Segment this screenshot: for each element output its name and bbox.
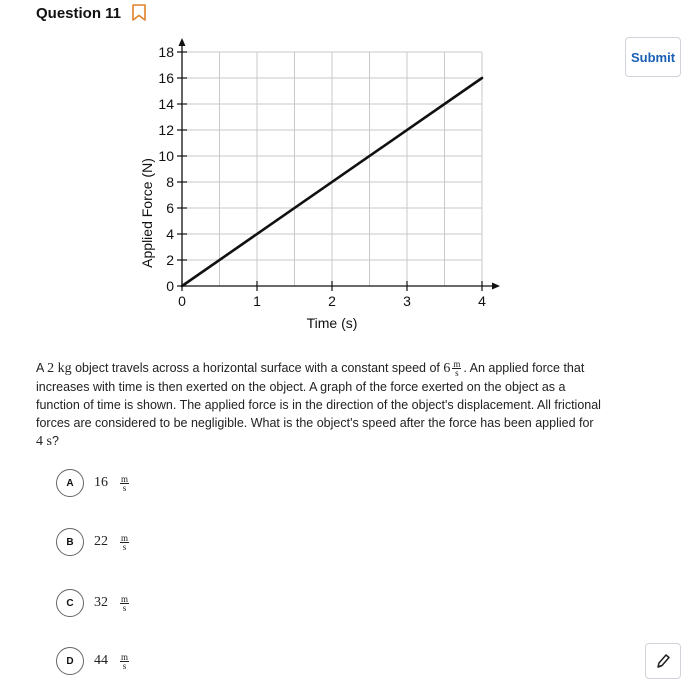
choice-a-value: 16 [94, 475, 108, 490]
question-part-4: ? [51, 434, 59, 448]
bookmark-icon[interactable] [131, 4, 147, 22]
question-part-2: object travels across a horizontal surface with a constant speed of [71, 361, 444, 375]
y-tick-label: 0 [166, 278, 174, 294]
choice-a-unit [120, 475, 129, 492]
force-time-chart [120, 36, 510, 336]
x-axis-label: Time (s) [306, 315, 358, 331]
y-axis-label: Applied Force (N) [139, 158, 155, 268]
mass-value: 2 kg [47, 361, 72, 376]
y-axis-arrow [179, 38, 186, 46]
x-axis-arrow [492, 283, 500, 290]
choice-b-unit [120, 534, 129, 551]
question-title: Question 11 [36, 4, 122, 22]
choice-c-unit-den: s [122, 602, 127, 613]
speed-value: 6 [443, 361, 451, 376]
y-tick-label: 18 [158, 44, 174, 60]
y-tick-label: 12 [158, 122, 174, 138]
question-text [36, 359, 602, 451]
choice-a-unit-den: s [122, 482, 127, 493]
x-tick-label: 1 [253, 293, 261, 309]
speed-unit-den: s [455, 368, 459, 379]
x-tick-label: 4 [478, 293, 486, 309]
y-tick-label: 2 [166, 252, 174, 268]
y-tick-label: 14 [158, 96, 174, 112]
y-tick-label: 8 [166, 174, 174, 190]
choice-c[interactable] [56, 589, 131, 617]
time-value: 4 s [36, 434, 52, 449]
x-tick-label: 0 [178, 293, 186, 309]
choice-d-value: 44 [94, 653, 108, 668]
choice-a-letter[interactable]: A [56, 469, 84, 497]
question-header [36, 4, 147, 22]
choice-b[interactable] [56, 528, 131, 556]
choice-a[interactable] [56, 469, 131, 497]
choice-b-unit-den: s [122, 541, 127, 552]
choice-d-unit-den: s [122, 660, 127, 671]
question-part-3: . An applied force that increases with time is then exerted on the object. A graph of the force exerted on the object as a function of time is shown. The applied force is in the direction of the object's displacement. All frictional forces are considered to be negligible. What is the object's speed after the force has been applied for [36, 361, 601, 430]
y-tick-label: 4 [166, 226, 174, 242]
y-tick-label: 10 [158, 148, 174, 164]
choice-d-unit [120, 653, 129, 670]
pencil-icon [654, 652, 672, 670]
choice-d-unit-num: m [121, 651, 129, 662]
y-tick-label: 16 [158, 70, 174, 86]
submit-button[interactable]: Submit [625, 37, 681, 77]
choice-a-unit-num: m [121, 473, 129, 484]
y-tick-label: 6 [166, 200, 174, 216]
choice-c-unit [120, 595, 129, 612]
speed-unit [452, 360, 461, 377]
x-tick-label: 3 [403, 293, 411, 309]
choice-d[interactable] [56, 647, 131, 675]
choice-c-unit-num: m [121, 593, 129, 604]
choice-c-letter[interactable]: C [56, 589, 84, 617]
choice-b-letter[interactable]: B [56, 528, 84, 556]
choice-d-letter[interactable]: D [56, 647, 84, 675]
choice-b-value: 22 [94, 534, 108, 549]
question-part-1: A [36, 361, 48, 375]
choice-c-value: 32 [94, 595, 108, 610]
pencil-tool-button[interactable] [645, 643, 681, 679]
speed-unit-num: m [453, 359, 461, 370]
x-tick-label: 2 [328, 293, 336, 309]
choice-b-unit-num: m [121, 532, 129, 543]
